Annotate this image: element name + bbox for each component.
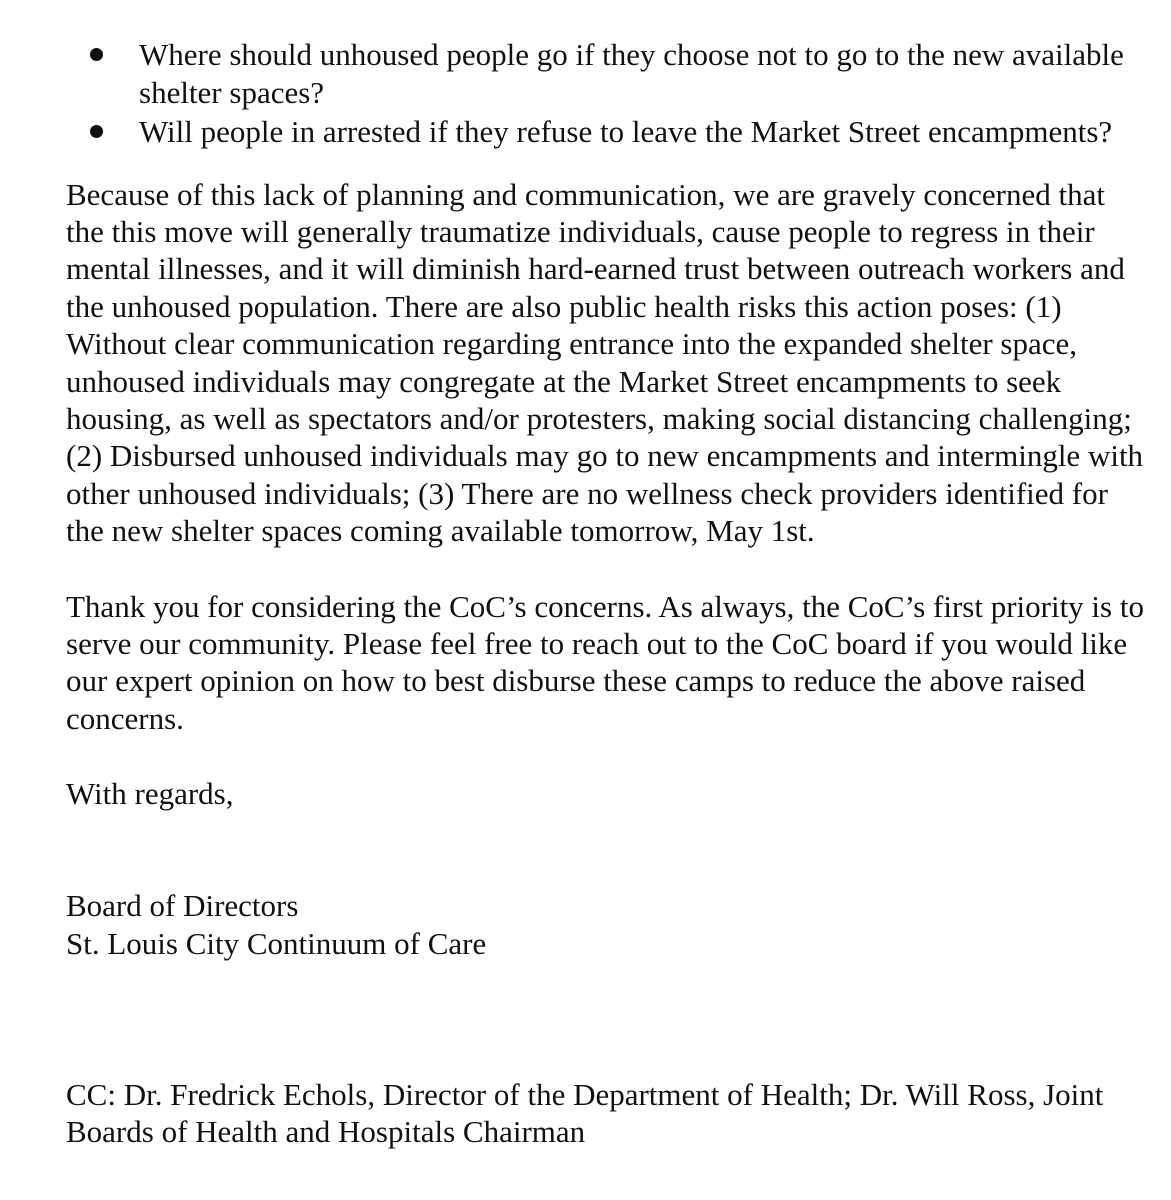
concerns-line: the new shelter spaces coming available tomorrow, May 1st. xyxy=(66,513,815,548)
concerns-line: the this move will generally traumatize individuals, cause people to regress in their xyxy=(66,214,1095,249)
signature-line: Board of Directors xyxy=(66,888,299,923)
concerns-line: unhoused individuals may congregate at the Market Street encampments to seek xyxy=(66,364,1062,399)
signature-line: St. Louis City Continuum of Care xyxy=(66,926,487,961)
cc-line: Boards of Health and Hospitals Chairman xyxy=(66,1114,586,1149)
concerns-line: (2) Disbursed unhoused individuals may go to new encampments and intermingle with xyxy=(66,438,1144,473)
thanks-line: serve our community. Please feel free to reach out to the CoC board if you would like xyxy=(66,626,1128,661)
bullet-marker xyxy=(90,48,103,61)
concerns-line: mental illnesses, and it will diminish hard-earned trust between outreach workers and xyxy=(66,251,1125,286)
thanks-line: Thank you for considering the CoC’s concerns. As always, the CoC’s first priority is to xyxy=(66,589,1144,624)
cc-line: CC: Dr. Fredrick Echols, Director of the Department of Health; Dr. Will Ross, Joint xyxy=(66,1077,1104,1112)
concerns-line: Because of this lack of planning and communication, we are gravely concerned that xyxy=(66,177,1105,212)
bullet-marker xyxy=(90,125,103,138)
bullet-1-line-2: shelter spaces? xyxy=(139,75,325,110)
thanks-line: concerns. xyxy=(66,701,184,736)
concerns-line: Without clear communication regarding entrance into the expanded shelter space, xyxy=(66,326,1078,361)
bullet-2-line-1: Will people in arrested if they refuse to leave the Market Street encampments? xyxy=(139,114,1113,149)
concerns-line: other unhoused individuals; (3) There are no wellness check providers identified for xyxy=(66,476,1108,511)
concerns-line: the unhoused population. There are also public health risks this action poses: (1) xyxy=(66,289,1062,324)
concerns-line: housing, as well as spectators and/or protesters, making social distancing challenging; xyxy=(66,401,1132,436)
thanks-line: our expert opinion on how to best disburse these camps to reduce the above raised xyxy=(66,663,1086,698)
bullet-1-line-1: Where should unhoused people go if they choose not to go to the new available xyxy=(139,37,1124,72)
closing-text: With regards, xyxy=(66,776,234,811)
